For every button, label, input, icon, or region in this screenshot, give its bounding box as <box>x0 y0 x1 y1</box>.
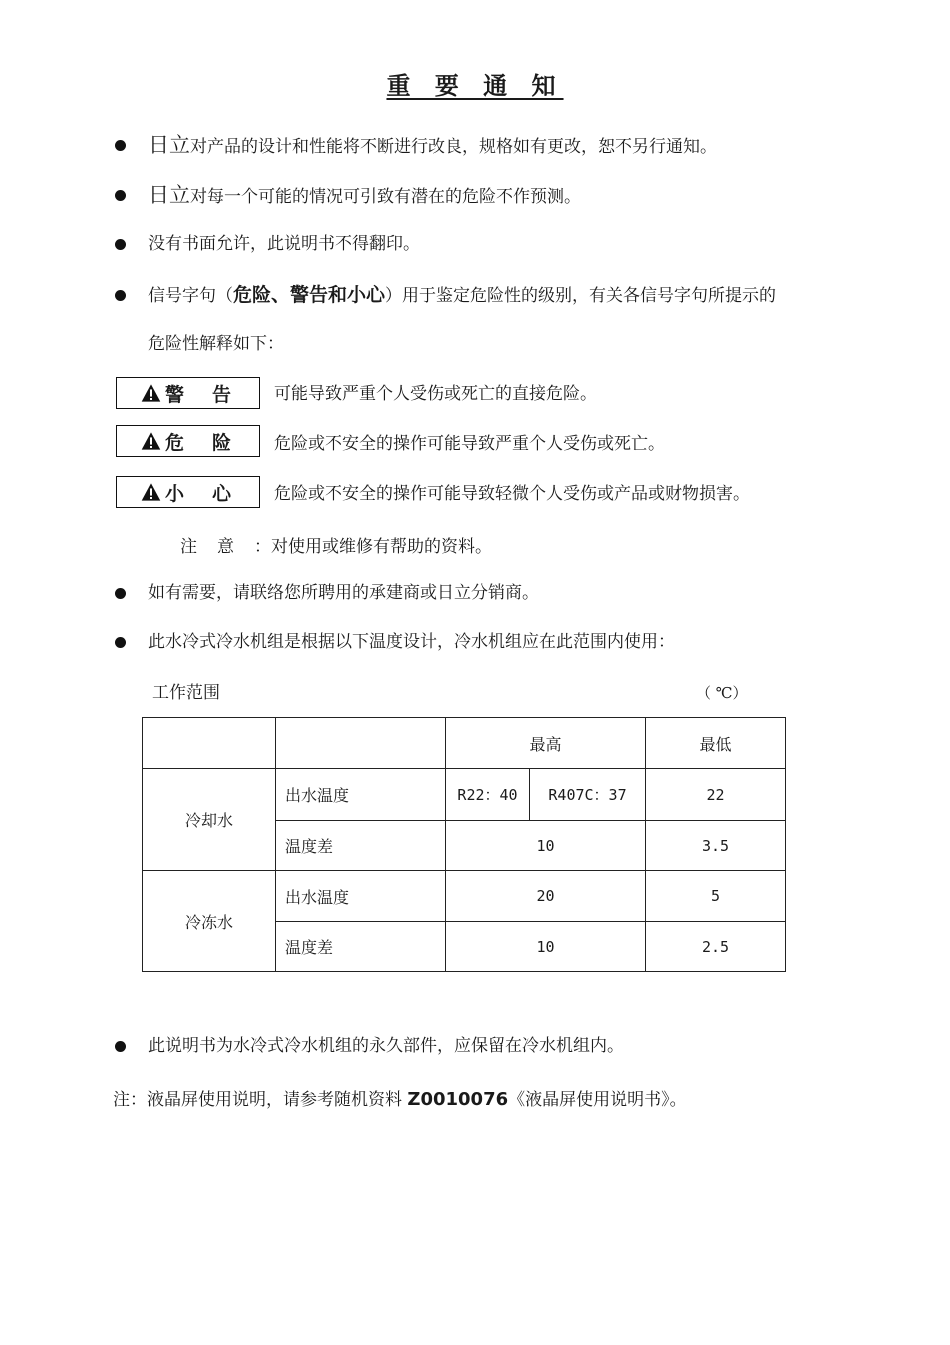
cell-max: 10 <box>446 922 646 972</box>
signal-box-danger <box>116 425 260 457</box>
bullet-dot <box>115 1041 126 1052</box>
bullet-dot <box>115 190 126 201</box>
cell-max: 20 <box>446 871 646 922</box>
notice-bullet-1 <box>148 133 717 159</box>
page-title: 重 要 通 知 <box>386 72 564 100</box>
note-label: 注意 <box>180 537 254 557</box>
notice-bullet-2 <box>148 183 581 209</box>
bullet-dot <box>115 140 126 151</box>
header-max: 最高 <box>446 718 646 769</box>
warning-triangle-icon <box>141 479 161 505</box>
document-code: Z0010076 <box>407 1089 509 1110</box>
notice-bullet-5: 如有需要，请联络您所聘用的承建商或日立分销商。 <box>148 583 539 603</box>
warning-triangle-icon <box>141 428 161 454</box>
row-group-cooling-water: 冷却水 <box>143 769 276 871</box>
signal-description: 可能导致严重个人受伤或死亡的直接危险。 <box>274 384 597 404</box>
notice-text: 信号字句（ <box>148 286 233 306</box>
row-group-chilled-water: 冷冻水 <box>143 871 276 972</box>
note-line <box>180 532 492 557</box>
bullet-dot <box>115 637 126 648</box>
notice-bullet-4-continued: 危险性解释如下： <box>148 334 284 354</box>
table-unit: （ ℃） <box>696 684 748 702</box>
signal-description: 危险或不安全的操作可能导致轻微个人受伤或产品或财物损害。 <box>274 484 750 504</box>
table-row <box>143 871 786 922</box>
operating-range-table <box>142 717 786 972</box>
cell-min: 5 <box>646 871 786 922</box>
signal-word: 小心 <box>164 482 259 505</box>
footer-note-text: 《液晶屏使用说明书》。 <box>508 1090 687 1110</box>
warning-triangle-icon <box>141 380 161 406</box>
notice-bullet-7: 此说明书为水冷式冷水机组的永久部件，应保留在冷水机组内。 <box>148 1036 624 1056</box>
header-min: 最低 <box>646 718 786 769</box>
brand-name: 日立 <box>148 133 190 157</box>
signal-box-warning <box>116 377 260 409</box>
notice-text: 对每一个可能的情况可引致有潜在的危险不作预测。 <box>190 187 581 207</box>
cell-min: 2.5 <box>646 922 786 972</box>
notice-bullet-6: 此水冷式冷水机组是根据以下温度设计，冷水机组应在此范围内使用： <box>148 632 675 652</box>
cell-min: 22 <box>646 769 786 821</box>
table-header-row <box>143 718 786 769</box>
table-corner-cell <box>143 718 276 769</box>
row-label-temp-diff: 温度差 <box>276 922 446 972</box>
signal-words-emphasis: 危险、警告和小心 <box>233 284 386 306</box>
signal-description: 危险或不安全的操作可能导致严重个人受伤或死亡。 <box>274 434 665 454</box>
cell-max: 10 <box>446 821 646 871</box>
footer-note-text: 注：液晶屏使用说明，请参考随机资料 <box>113 1090 408 1110</box>
cell-min: 3.5 <box>646 821 786 871</box>
row-label-outlet-temp: 出水温度 <box>276 769 446 821</box>
cell-r407c-max: R407C：37 <box>530 769 646 821</box>
note-text: 对使用或维修有帮助的资料。 <box>271 537 492 557</box>
row-label-temp-diff: 温度差 <box>276 821 446 871</box>
brand-name: 日立 <box>148 183 190 207</box>
table-caption: 工作范围 <box>152 683 220 703</box>
notice-bullet-4 <box>148 283 776 308</box>
row-label-outlet-temp: 出水温度 <box>276 871 446 922</box>
bullet-dot <box>115 239 126 250</box>
signal-box-caution <box>116 476 260 508</box>
notice-text: 对产品的设计和性能将不断进行改良，规格如有更改，恕不另行通知。 <box>190 137 717 157</box>
cell-r22-max: R22：40 <box>446 769 530 821</box>
bullet-dot <box>115 588 126 599</box>
table-corner-cell <box>276 718 446 769</box>
footer-note <box>113 1085 687 1110</box>
signal-word: 危险 <box>164 431 259 454</box>
notice-text: ）用于鉴定危险性的级别，有关各信号字句所提示的 <box>385 286 777 306</box>
table-row <box>143 769 786 821</box>
signal-word: 警告 <box>164 383 259 406</box>
notice-bullet-3: 没有书面允许，此说明书不得翻印。 <box>148 234 420 254</box>
note-separator: ： <box>254 537 271 557</box>
bullet-dot <box>115 290 126 301</box>
